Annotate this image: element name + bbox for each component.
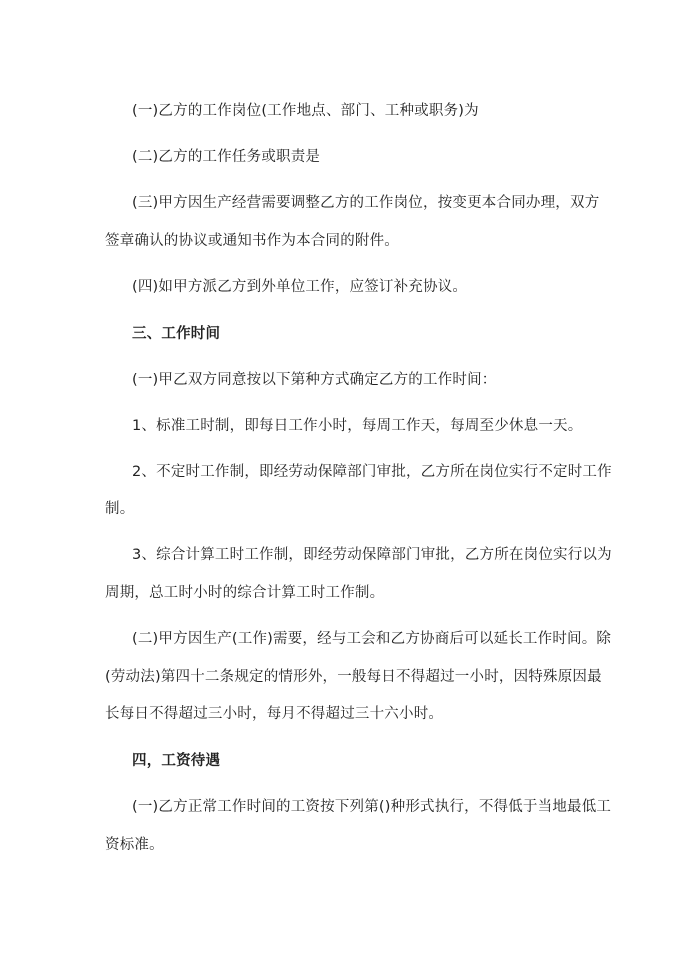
paragraph-line: 资标准。 (105, 837, 164, 853)
paragraph-line: 长每日不得超过三小时，每月不得超过三十六小时。 (105, 706, 444, 722)
paragraph-line: 1、标准工时制，即每日工作小时，每周工作天，每周至少休息一天。 (132, 418, 583, 434)
paragraph-line: (劳动法)第四十二条规定的情形外，一般每日不得超过一小时，因特殊原因最 (105, 669, 602, 685)
paragraph-line: 2、不定时工作制，即经劳动保障部门审批，乙方所在岗位实行不定时工作 (132, 464, 612, 480)
section-heading: 四，工资待遇 (132, 753, 221, 769)
paragraph-line: (二)乙方的工作任务或职责是 (132, 149, 321, 165)
paragraph-line: (一)甲乙双方同意按以下第种方式确定乙方的工作时间： (132, 372, 497, 388)
paragraph-line: 签章确认的协议或通知书作为本合同的附件。 (105, 233, 399, 249)
paragraph-line: (一)乙方的工作岗位(工作地点、部门、工种或职务)为 (132, 103, 479, 119)
paragraph-line: 3、综合计算工时工作制，即经劳动保障部门审批，乙方所在岗位实行以为 (132, 547, 612, 563)
paragraph-line: 制。 (105, 501, 135, 517)
paragraph-line: (三)甲方因生产经营需要调整乙方的工作岗位，按变更本合同办理，双方 (132, 195, 600, 211)
paragraph-line: (一)乙方正常工作时间的工资按下列第()种形式执行，不得低于当地最低工 (132, 799, 612, 815)
paragraph-line: (四)如甲方派乙方到外单位工作，应签订补充协议。 (132, 279, 468, 295)
section-heading: 三、工作时间 (132, 326, 221, 342)
paragraph-line: 周期，总工时小时的综合计算工时工作制。 (105, 585, 385, 601)
paragraph-line: (二)甲方因生产(工作)需要，经与工会和乙方协商后可以延长工作时间。除 (132, 631, 612, 647)
